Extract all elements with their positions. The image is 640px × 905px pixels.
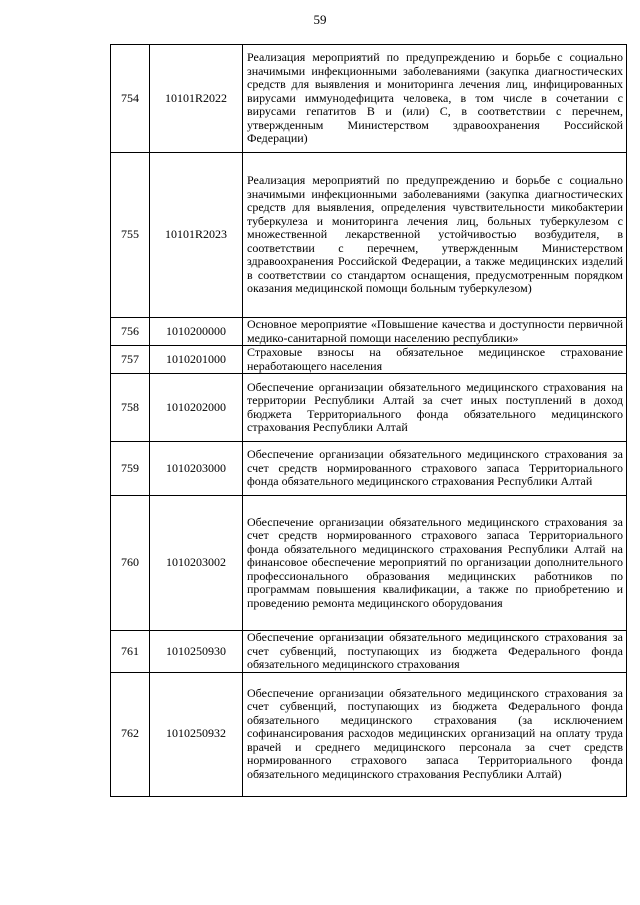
row-code: 10101R2023 bbox=[150, 153, 243, 318]
row-code: 1010203002 bbox=[150, 496, 243, 631]
table-row bbox=[111, 672, 627, 796]
row-description: Реализация мероприятий по предупреждению и борьбе с социально значимыми инфекционными заболеваниями (закупка диагностических средств для выявления, определения чувствительности микобактерии туберкулеза и мониторинга лечения лиц, больных туберкулезом с множественной лекарственной устойчивостью возбудителя, в соответствии с перечнем, утвержденным Министерством здравоохранения Российской Федерации, а также медицинских изделий в соответствии со стандартом оснащения, предусмотренным порядком оказания медицинской помощи больным туберкулезом) bbox=[243, 153, 627, 318]
row-description: Обеспечение организации обязательного медицинского страхования за счет средств нормированного страхового запаса Территориального фонда обязательного медицинского страхования Республики Алтай на финансовое обеспечение мероприятий по организации дополнительного профессионального образования медицинских работников по программам повышения квалификации, а также по приобретению и проведению ремонта медицинского оборудования bbox=[243, 496, 627, 631]
row-number: 762 bbox=[111, 672, 150, 796]
page-number: 59 bbox=[313, 12, 327, 27]
table-row bbox=[111, 153, 627, 318]
row-number: 761 bbox=[111, 631, 150, 673]
row-number: 759 bbox=[111, 442, 150, 496]
budget-classification-table bbox=[110, 44, 627, 797]
row-code: 1010202000 bbox=[150, 374, 243, 442]
row-description: Страховые взносы на обязательное медицинское страхование неработающего населения bbox=[243, 346, 627, 374]
row-number: 760 bbox=[111, 496, 150, 631]
table-row bbox=[111, 45, 627, 153]
table-row bbox=[111, 318, 627, 346]
row-number: 757 bbox=[111, 346, 150, 374]
table-row bbox=[111, 374, 627, 442]
row-description: Основное мероприятие «Повышение качества и доступности первичной медико-санитарной помощи населению республики» bbox=[243, 318, 627, 346]
row-code: 1010203000 bbox=[150, 442, 243, 496]
table-row bbox=[111, 442, 627, 496]
row-number: 756 bbox=[111, 318, 150, 346]
row-number: 758 bbox=[111, 374, 150, 442]
table-row bbox=[111, 631, 627, 673]
table-row bbox=[111, 346, 627, 374]
row-description: Обеспечение организации обязательного медицинского страхования за счет субвенций, поступающих из бюджета Федерального фонда обязательного медицинского страхования (за исключением софинансирования расходов медицинских организаций на оплату труда врачей и среднего медицинского персонала за счет средств нормированного страхового запаса Территориального фонда обязательного медицинского страхования Республики Алтай) bbox=[243, 672, 627, 796]
row-description: Обеспечение организации обязательного медицинского страхования на территории Республики Алтай за счет иных поступлений в доход бюджета Территориального фонда обязательного медицинского страхования Республики Алтай bbox=[243, 374, 627, 442]
row-code: 1010201000 bbox=[150, 346, 243, 374]
row-description: Обеспечение организации обязательного медицинского страхования за счет средств нормированного страхового запаса Территориального фонда обязательного медицинского страхования Республики Алтай bbox=[243, 442, 627, 496]
row-code: 1010250932 bbox=[150, 672, 243, 796]
row-code: 10101R2022 bbox=[150, 45, 243, 153]
row-description: Реализация мероприятий по предупреждению и борьбе с социально значимыми инфекционными заболеваниями (закупка диагностических средств для выявления и мониторинга лечения лиц, инфицированных вирусами иммунодефицита человека, в том числе в сочетании с вирусами гепатитов В и (или) С, в соответствии с перечнем, утвержденным Министерством здравоохранения Российской Федерации) bbox=[243, 45, 627, 153]
row-number: 754 bbox=[111, 45, 150, 153]
row-code: 1010250930 bbox=[150, 631, 243, 673]
table-row bbox=[111, 496, 627, 631]
row-number: 755 bbox=[111, 153, 150, 318]
row-code: 1010200000 bbox=[150, 318, 243, 346]
row-description: Обеспечение организации обязательного медицинского страхования за счет субвенций, поступающих из бюджета Федерального фонда обязательного медицинского страхования bbox=[243, 631, 627, 673]
